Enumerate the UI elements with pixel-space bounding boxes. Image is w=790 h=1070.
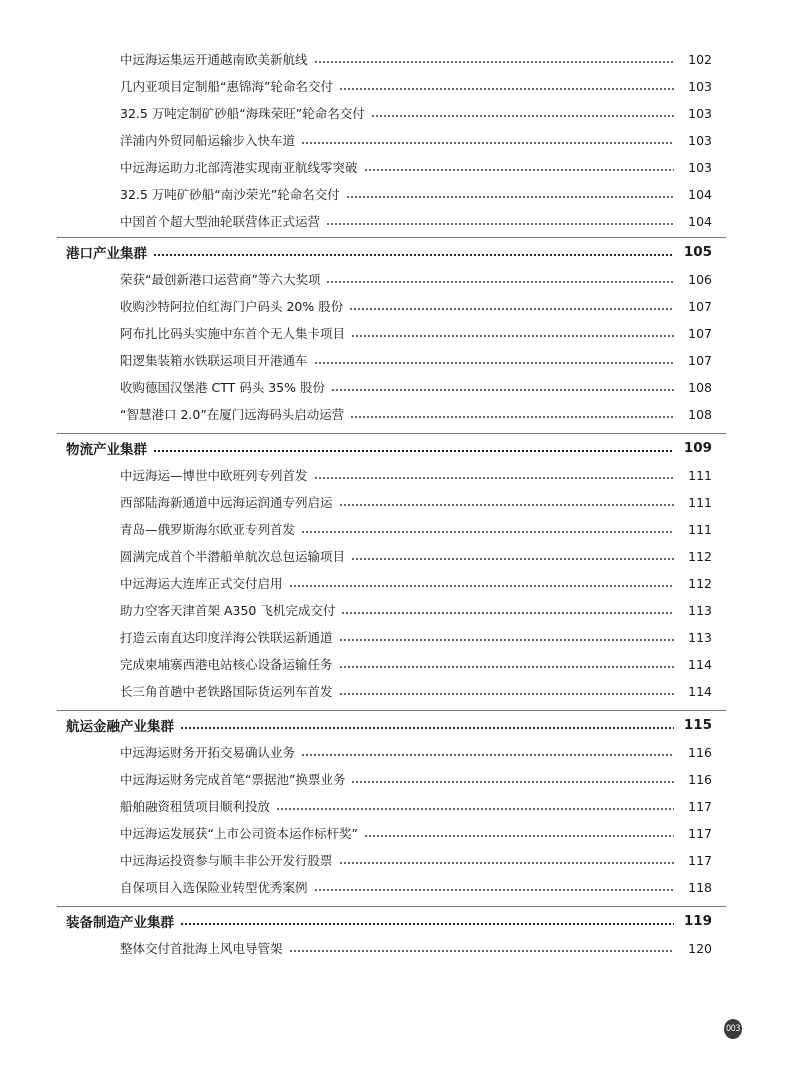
dot-leader bbox=[346, 196, 674, 198]
entry-title: 32.5 万吨定制矿砂船“海珠荣旺”轮命名交付 bbox=[120, 106, 365, 121]
entry-title: 几内亚项目定制船“惠锦海”轮命名交付 bbox=[120, 79, 333, 94]
toc-section-heading[interactable] bbox=[66, 436, 712, 460]
dot-leader bbox=[153, 450, 674, 452]
toc-entry[interactable] bbox=[120, 936, 712, 960]
toc-entry[interactable] bbox=[120, 155, 712, 179]
toc-entry[interactable] bbox=[120, 348, 712, 372]
dot-leader bbox=[153, 254, 674, 256]
entry-title: 收购德国汉堡港 CTT 码头 35% 股份 bbox=[120, 380, 325, 395]
page-number: 117 bbox=[688, 852, 712, 868]
dot-leader bbox=[301, 142, 674, 144]
section-divider bbox=[57, 710, 726, 711]
entry-title: 阿布扎比码头实施中东首个无人集卡项目 bbox=[120, 326, 346, 341]
dot-leader bbox=[314, 362, 674, 364]
page-number: 112 bbox=[688, 548, 712, 564]
page-number: 111 bbox=[688, 521, 712, 537]
dot-leader bbox=[339, 88, 674, 90]
dot-leader bbox=[276, 808, 674, 810]
entry-title: 中远海运助力北部湾港实现南亚航线零突破 bbox=[120, 160, 358, 175]
page-number: 107 bbox=[688, 298, 712, 314]
toc-entry[interactable] bbox=[120, 740, 712, 764]
page-number: 103 bbox=[688, 159, 712, 175]
dot-leader bbox=[371, 115, 674, 117]
toc-section-heading[interactable] bbox=[66, 909, 712, 933]
dot-leader bbox=[341, 612, 674, 614]
page-number: 108 bbox=[688, 379, 712, 395]
page-number: 103 bbox=[688, 78, 712, 94]
dot-leader bbox=[339, 862, 674, 864]
dot-leader bbox=[314, 477, 674, 479]
dot-leader bbox=[331, 389, 674, 391]
toc-entry[interactable] bbox=[120, 182, 712, 206]
page-number: 113 bbox=[688, 629, 712, 645]
entry-title: 船舶融资租赁项目顺利投放 bbox=[120, 799, 271, 814]
entry-title: 西部陆海新通道中远海运润通专列启运 bbox=[120, 495, 333, 510]
dot-leader bbox=[351, 781, 674, 783]
toc-entry[interactable] bbox=[120, 490, 712, 514]
toc-entry[interactable] bbox=[120, 101, 712, 125]
dot-leader bbox=[180, 727, 674, 729]
page-number: 114 bbox=[688, 683, 712, 699]
page-number: 116 bbox=[688, 744, 712, 760]
toc-entry[interactable] bbox=[120, 209, 712, 233]
section-title: 航运金融产业集群 bbox=[66, 719, 174, 735]
entry-title: 中远海运—博世中欧班列专列首发 bbox=[120, 468, 308, 483]
entry-title: 中远海运财务开拓交易确认业务 bbox=[120, 745, 296, 760]
dot-leader bbox=[351, 558, 674, 560]
page-number: 104 bbox=[688, 213, 712, 229]
toc-entry[interactable] bbox=[120, 74, 712, 98]
toc-entry[interactable] bbox=[120, 652, 712, 676]
section-divider bbox=[57, 433, 726, 434]
toc-entry[interactable] bbox=[120, 375, 712, 399]
page-number: 115 bbox=[683, 717, 712, 733]
page-number: 120 bbox=[688, 940, 712, 956]
toc-section-heading[interactable] bbox=[66, 713, 712, 737]
dot-leader bbox=[364, 835, 674, 837]
section-divider bbox=[57, 906, 726, 907]
dot-leader bbox=[314, 61, 674, 63]
entry-title: 中远海运投资参与顺丰非公开发行股票 bbox=[120, 853, 333, 868]
page-number: 106 bbox=[688, 271, 712, 287]
toc-entry[interactable] bbox=[120, 821, 712, 845]
page-number: 104 bbox=[688, 186, 712, 202]
toc-entry[interactable] bbox=[120, 517, 712, 541]
entry-title: 中远海运集运开通越南欧美新航线 bbox=[120, 52, 308, 67]
entry-title: 中远海运发展获“上市公司资本运作标杆奖” bbox=[120, 826, 358, 841]
toc-entry[interactable] bbox=[120, 544, 712, 568]
page-number: 118 bbox=[688, 879, 712, 895]
page-number: 109 bbox=[683, 440, 712, 456]
toc-entry[interactable] bbox=[120, 267, 712, 291]
entry-title: 打造云南直达印度洋海公铁联运新通道 bbox=[120, 630, 333, 645]
dot-leader bbox=[314, 889, 674, 891]
page-number: 107 bbox=[688, 325, 712, 341]
toc-section-heading[interactable] bbox=[66, 240, 712, 264]
toc-entry[interactable] bbox=[120, 128, 712, 152]
toc-entry[interactable] bbox=[120, 571, 712, 595]
page-number: 105 bbox=[683, 244, 712, 260]
toc-entry[interactable] bbox=[120, 794, 712, 818]
toc-entry[interactable] bbox=[120, 875, 712, 899]
entry-title: 圆满完成首个半潜船单航次总包运输项目 bbox=[120, 549, 346, 564]
entry-title: 中远海运财务完成首笔“票据池”换票业务 bbox=[120, 772, 346, 787]
dot-leader bbox=[289, 950, 674, 952]
entry-title: 荣获“最创新港口运营商”等六大奖项 bbox=[120, 272, 321, 287]
toc-entry[interactable] bbox=[120, 463, 712, 487]
toc-entry[interactable] bbox=[120, 598, 712, 622]
dot-leader bbox=[351, 335, 674, 337]
entry-title: 32.5 万吨矿砂船“南沙荣光”轮命名交付 bbox=[120, 187, 340, 202]
dot-leader bbox=[364, 169, 674, 171]
entry-title: 完成柬埔寨西港电站核心设备运输任务 bbox=[120, 657, 333, 672]
dot-leader bbox=[339, 666, 674, 668]
dot-leader bbox=[339, 639, 674, 641]
page-number: 103 bbox=[688, 105, 712, 121]
toc-entry[interactable] bbox=[120, 848, 712, 872]
page-number: 117 bbox=[688, 798, 712, 814]
toc-entry[interactable] bbox=[120, 625, 712, 649]
toc-entry[interactable] bbox=[120, 402, 712, 426]
page-number: 108 bbox=[688, 406, 712, 422]
page-number: 111 bbox=[688, 494, 712, 510]
page-number: 107 bbox=[688, 352, 712, 368]
page-number: 117 bbox=[688, 825, 712, 841]
section-title: 装备制造产业集群 bbox=[66, 915, 174, 931]
dot-leader bbox=[301, 531, 674, 533]
entry-title: 整体交付首批海上风电导管架 bbox=[120, 941, 283, 956]
dot-leader bbox=[301, 754, 674, 756]
entry-title: 洋浦内外贸同船运输步入快车道 bbox=[120, 133, 296, 148]
page-number: 103 bbox=[688, 132, 712, 148]
toc-entry[interactable] bbox=[120, 767, 712, 791]
dot-leader bbox=[349, 308, 674, 310]
section-title: 物流产业集群 bbox=[66, 442, 147, 458]
page-number: 119 bbox=[683, 913, 712, 929]
dot-leader bbox=[326, 223, 674, 225]
entry-title: “智慧港口 2.0”在厦门远海码头启动运营 bbox=[120, 407, 345, 422]
entry-title: 助力空客天津首架 A350 飞机完成交付 bbox=[120, 603, 336, 618]
toc-entry[interactable] bbox=[120, 294, 712, 318]
entry-title: 青岛—俄罗斯海尔欧亚专列首发 bbox=[120, 522, 296, 537]
page-number: 113 bbox=[688, 602, 712, 618]
toc-entry[interactable] bbox=[120, 321, 712, 345]
entry-title: 阳逻集装箱水铁联运项目开港通车 bbox=[120, 353, 308, 368]
dot-leader bbox=[180, 923, 674, 925]
dot-leader bbox=[350, 416, 674, 418]
entry-title: 收购沙特阿拉伯红海门户码头 20% 股份 bbox=[120, 299, 344, 314]
dot-leader bbox=[326, 281, 674, 283]
section-title: 港口产业集群 bbox=[66, 246, 147, 262]
page-number: 102 bbox=[688, 51, 712, 67]
toc-entry[interactable] bbox=[120, 679, 712, 703]
entry-title: 自保项目入选保险业转型优秀案例 bbox=[120, 880, 308, 895]
entry-title: 中远海运大连库正式交付启用 bbox=[120, 576, 283, 591]
entry-title: 中国首个超大型油轮联营体正式运营 bbox=[120, 214, 321, 229]
page-number: 112 bbox=[688, 575, 712, 591]
page-number: 116 bbox=[688, 771, 712, 787]
page-number-badge: 003 bbox=[724, 1019, 742, 1039]
toc-entry[interactable] bbox=[120, 47, 712, 71]
page-number: 111 bbox=[688, 467, 712, 483]
page-number: 114 bbox=[688, 656, 712, 672]
section-divider bbox=[57, 237, 726, 238]
dot-leader bbox=[339, 693, 674, 695]
entry-title: 长三角首趟中老铁路国际货运列车首发 bbox=[120, 684, 333, 699]
dot-leader bbox=[339, 504, 674, 506]
dot-leader bbox=[289, 585, 674, 587]
